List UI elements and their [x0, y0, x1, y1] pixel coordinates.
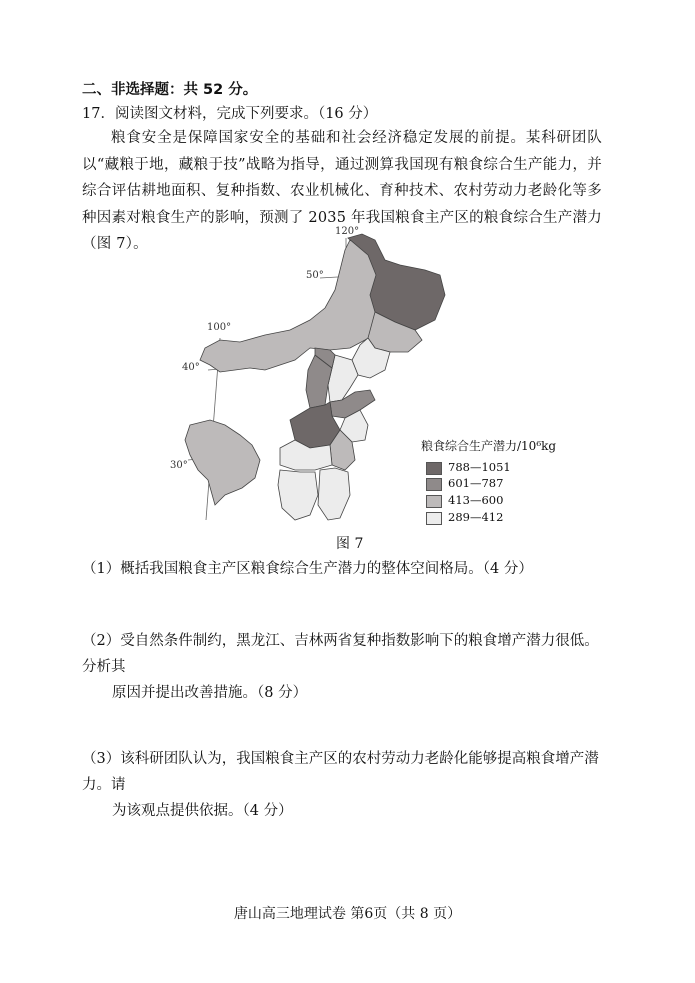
- region-sichuan: [185, 420, 260, 505]
- subquestion-text-line1: 该科研团队认为，我国粮食主产区的农村劳动力老龄化能够提高粮食增产潜力。请: [82, 751, 599, 793]
- lon-label-100: 100°: [207, 322, 232, 333]
- legend-title: 粮食综合生产潜力/10⁶kg: [421, 439, 557, 453]
- lat-label-50: 50°: [306, 270, 324, 281]
- legend-item: 601—787: [426, 476, 503, 490]
- subquestion-number: （2）: [82, 633, 121, 649]
- legend-item: 413—600: [426, 493, 503, 507]
- legend-item: 788—1051: [426, 460, 511, 474]
- subquestion-text-line2: 为该观点提供依据。（4 分）: [112, 803, 293, 819]
- region-jiangxi: [318, 468, 350, 520]
- lon-label-120: 120°: [335, 226, 360, 237]
- legend-swatch: [426, 495, 442, 508]
- subquestion-text-line1: 受自然条件制约，黑龙江、吉林两省复种指数影响下的粮食增产潜力很低。分析其: [82, 633, 599, 675]
- subquestion-2: [82, 628, 602, 706]
- legend-swatch: [426, 512, 442, 525]
- lat-label-40: 40°: [182, 362, 200, 373]
- page-footer: 唐山高三地理试卷 第6页（共 8 页）: [233, 906, 462, 922]
- subquestion-text: 概括我国粮食主产区粮食综合生产潜力的整体空间格局。（4 分）: [120, 561, 533, 577]
- section-title: 二、非选择题：共 52 分。: [82, 82, 258, 98]
- subquestion-number: （1）: [82, 561, 121, 577]
- figure-caption: 图 7: [336, 536, 364, 552]
- subquestion-3: [82, 746, 602, 824]
- question-title: 17．阅读图文材料，完成下列要求。（16 分）: [82, 106, 378, 122]
- subquestion-1: [82, 556, 533, 582]
- lat-label-30: 30°: [170, 460, 188, 471]
- region-hunan: [278, 470, 318, 520]
- legend-item: 289—412: [426, 510, 503, 524]
- legend-swatch: [426, 478, 442, 491]
- subquestion-text-line2: 原因并提出改善措施。（8 分）: [112, 685, 308, 701]
- question-material: 粮食安全是保障国家安全的基础和社会经济稳定发展的前提。某科研团队以“藏粮于地，藏粮于技”战略为指导，通过测算我国现有粮食综合生产能力，并综合评估耕地面积、复种指数、农业机械化、育种技术、农村劳动力老龄化等多种因素对粮食生产的影响，预测了 2035 年我国粮食主产区的粮食综合生产潜力（图 7）。: [82, 130, 602, 252]
- subquestion-number: （3）: [82, 751, 121, 767]
- legend-swatch: [426, 462, 442, 475]
